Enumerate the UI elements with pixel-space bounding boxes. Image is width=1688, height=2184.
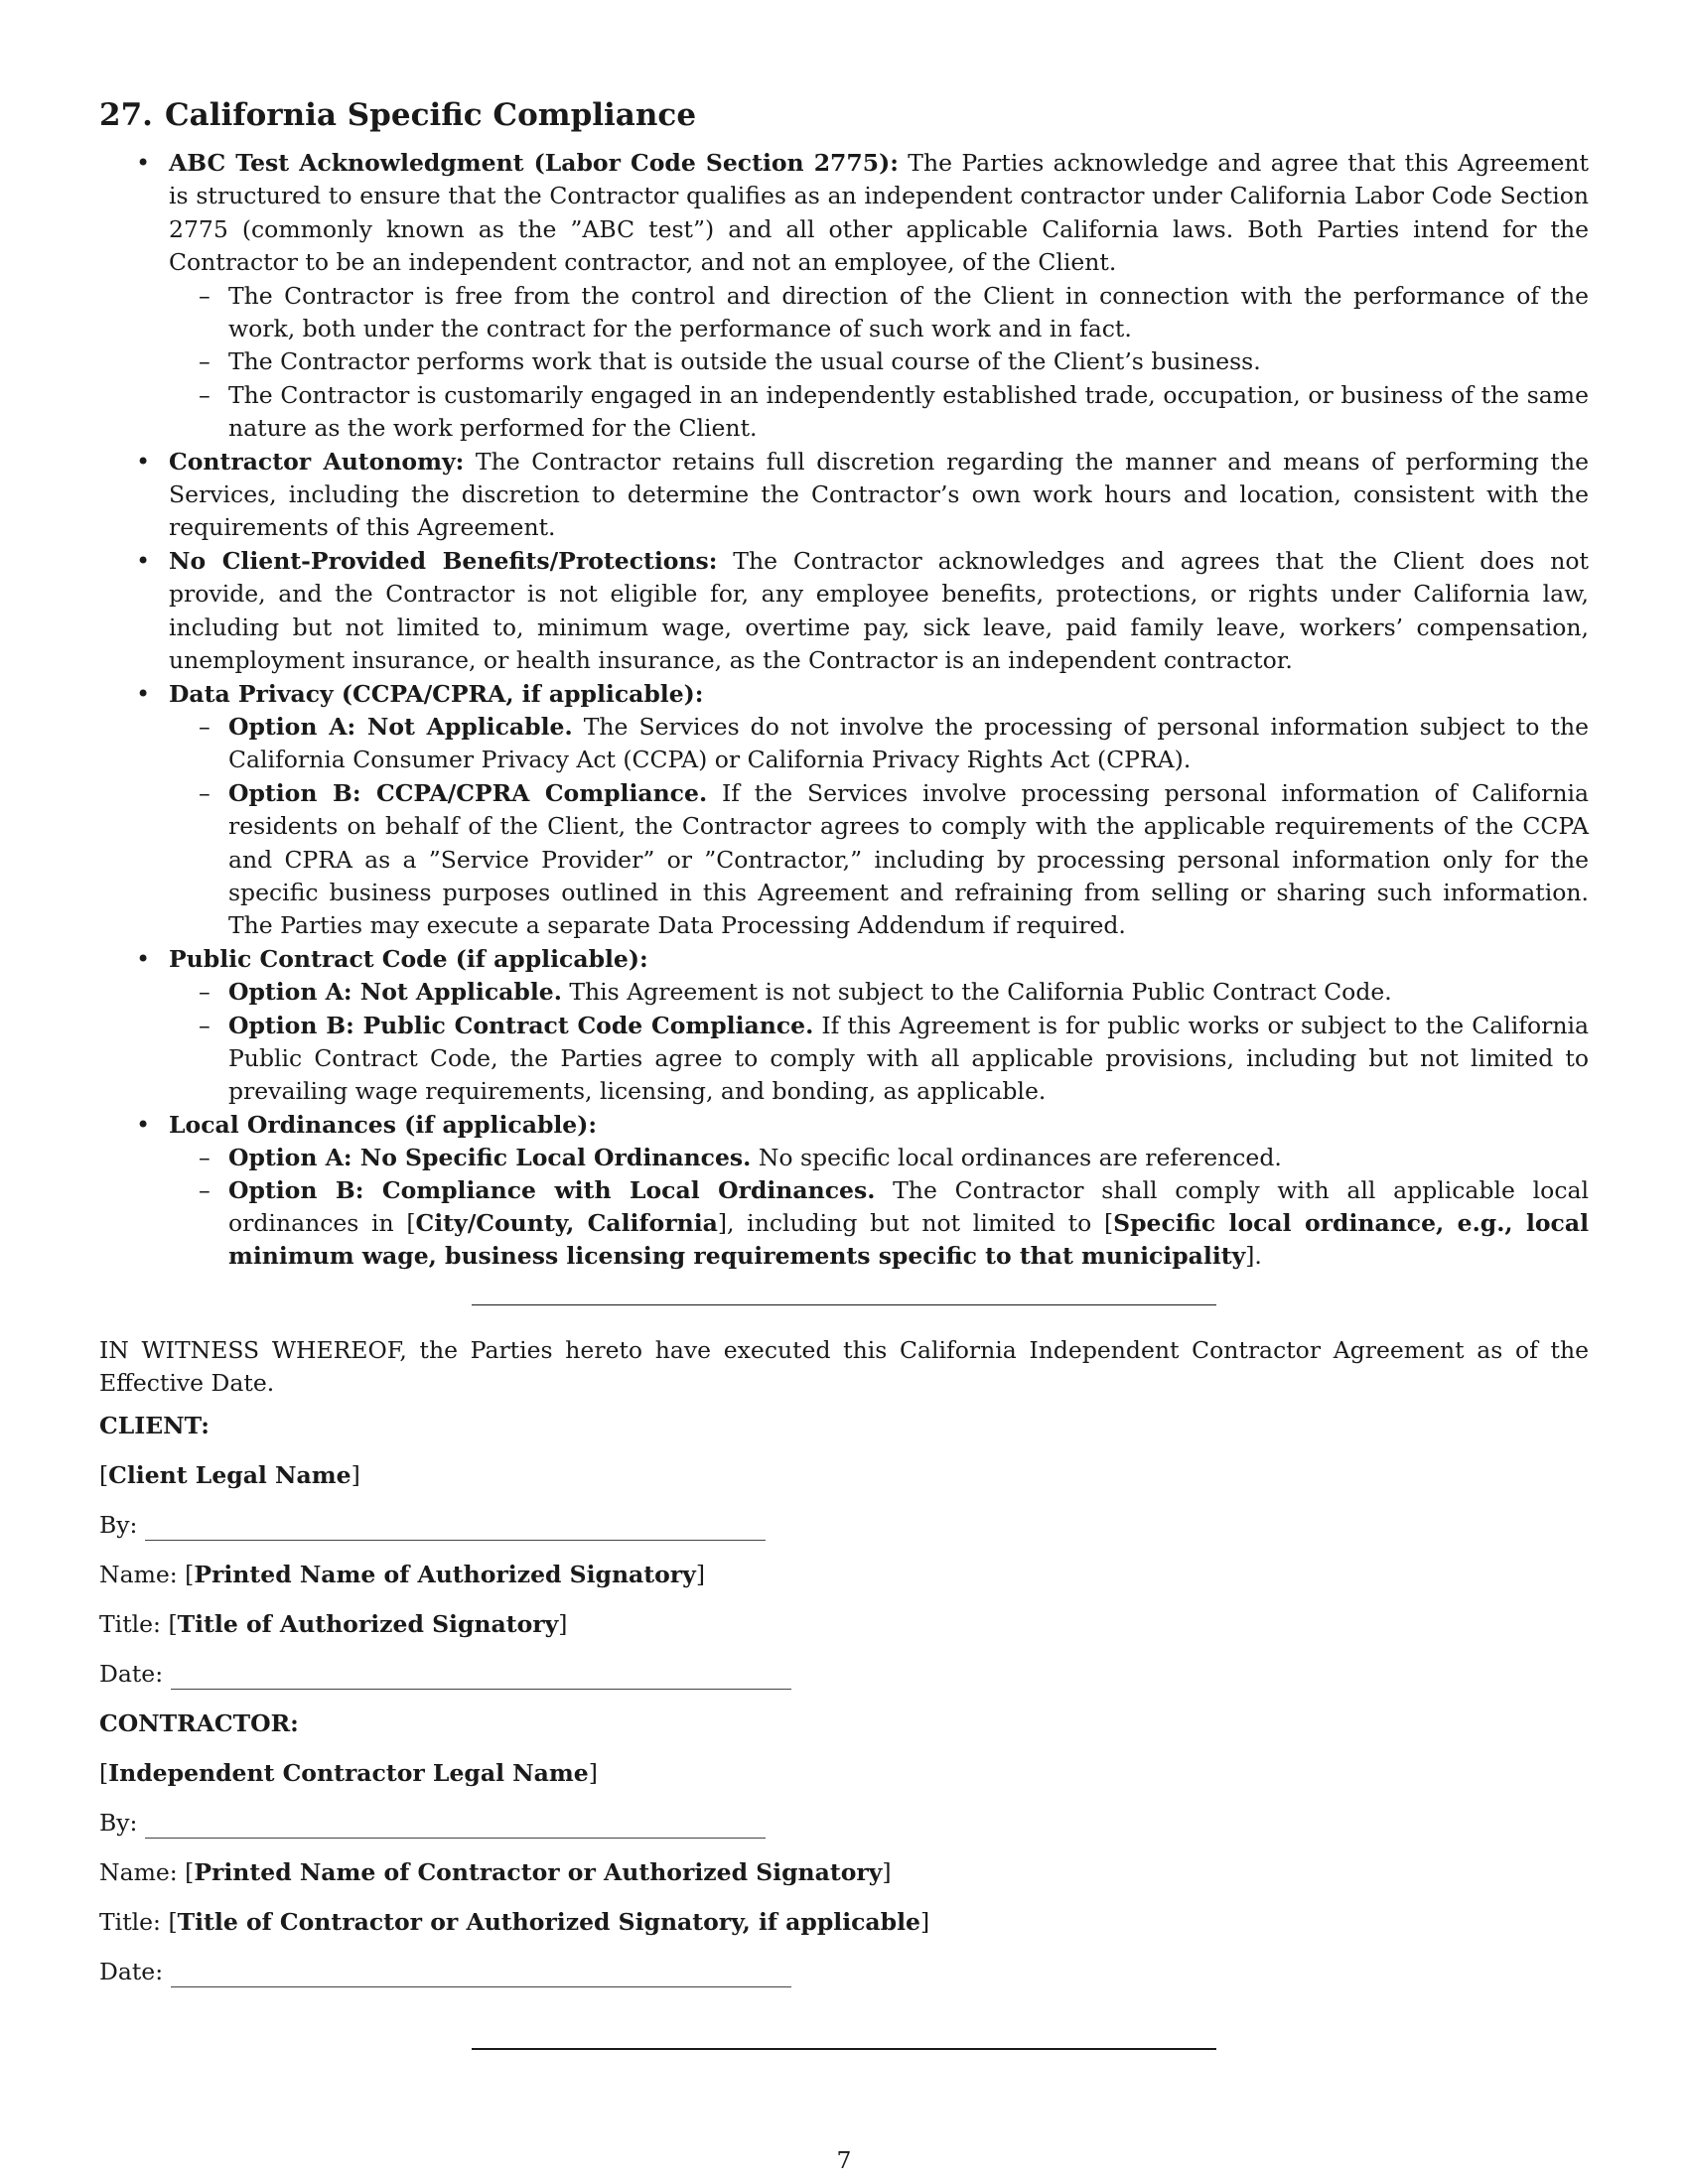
- option-label: Option A: Not Applicable.: [228, 978, 562, 1007]
- list-item: [99, 1174, 1589, 1274]
- sub-list-item: [169, 1010, 1589, 1109]
- contractor-title-line: Title: [Title of Contractor or Authorized Signatory, if applicable]: [99, 1908, 930, 1936]
- client-date-line: Date:: [99, 1658, 791, 1691]
- item-text: The Parties acknowledge and agree that this Agreement is structured to ensure that the Contractor qualifies as an independent contractor under California Labor Code Section 2775 (commonly known as the ”ABC test”) and all other applicable California laws. Both Parties intend for the Contractor to be an independent contractor, and not an employee, of the Client.: [169, 149, 1589, 277]
- sub-list-item: [169, 345, 1589, 378]
- sub-item-text: If the Services involve processing personal information of California residents on behalf of the Client, the Contractor agrees to comply with the applicable requirements of the CCPA and CPRA as a ”Service Provider” or ”Contractor,” including by processing personal information only for the specific business purposes outlined in this Agreement and refraining from selling or sharing such information. The Parties may execute a separate Data Processing Addendum if required.: [228, 778, 1589, 940]
- dash-icon: –: [199, 712, 211, 741]
- date-line[interactable]: [171, 1986, 791, 1987]
- sub-list-item: [169, 976, 1589, 1009]
- clause-text: The Contractor shall comply with all applicable local ordinances in [: [228, 1175, 1590, 1237]
- client-legal-name: [Client Legal Name]: [99, 1461, 360, 1489]
- contractor-name-line: Name: [Printed Name of Contractor or Authorized Signatory]: [99, 1858, 892, 1886]
- option-label: Option B: Public Contract Code Compliance.: [228, 1011, 814, 1039]
- sub-list-item: [169, 379, 1589, 446]
- item-label: Local Ordinances (if applicable):: [169, 1110, 598, 1139]
- bullet-icon: •: [136, 1110, 151, 1139]
- sub-item-text: This Agreement is not subject to the California Public Contract Code.: [561, 978, 1392, 1007]
- date-line[interactable]: [171, 1689, 791, 1690]
- option-label: Option B: Compliance with Local Ordinances.: [228, 1175, 876, 1204]
- divider-top: [472, 1304, 1216, 1305]
- sub-list-item: [169, 1142, 1589, 1174]
- dash-icon: –: [199, 778, 211, 807]
- item-label: Public Contract Code (if applicable):: [169, 944, 648, 973]
- client-title-line: Title: [Title of Authorized Signatory]: [99, 1610, 568, 1638]
- contractor-heading: CONTRACTOR:: [99, 1709, 299, 1737]
- sub-item-text: The Contractor is free from the control and direction of the Client in connection with the performance of the work, both under the contract for the performance of such work and in fact.: [228, 281, 1589, 343]
- list-item: [99, 943, 1589, 1109]
- page-number: 7: [836, 2146, 852, 2174]
- section-heading: [99, 95, 1589, 135]
- bullet-icon: •: [136, 447, 151, 476]
- signature-line[interactable]: [145, 1838, 766, 1839]
- contractor-date-line: Date:: [99, 1956, 791, 1988]
- sub-item-text: No specific local ordinances are referenced.: [751, 1144, 1282, 1172]
- section-title: California Specific Compliance: [164, 97, 697, 133]
- sub-list-item: [169, 777, 1589, 943]
- list-item: [99, 147, 1589, 446]
- sub-item-text: The Contractor performs work that is outside the usual course of the Client’s business.: [228, 347, 1261, 376]
- placeholder-city: City/County, California: [415, 1209, 718, 1237]
- bullet-icon: •: [136, 546, 151, 575]
- dash-icon: –: [199, 978, 211, 1007]
- item-label: ABC Test Acknowledgment (Labor Code Section 2775):: [169, 149, 899, 177]
- list-item: [99, 545, 1589, 678]
- dash-icon: –: [199, 1011, 211, 1039]
- clause-text: ].: [1245, 1242, 1262, 1271]
- dash-icon: –: [199, 281, 211, 310]
- option-label: Option A: No Specific Local Ordinances.: [228, 1144, 752, 1172]
- option-label: Option A: Not Applicable.: [228, 712, 573, 741]
- item-label: Data Privacy (CCPA/CPRA, if applicable):: [169, 679, 704, 708]
- list-item: [99, 1109, 1589, 1175]
- sub-list-item: [169, 280, 1589, 346]
- option-label: Option B: CCPA/CPRA Compliance.: [228, 778, 708, 807]
- divider-bottom: [472, 2048, 1216, 2050]
- sub-list-item: [169, 1174, 1589, 1274]
- document-page: [99, 95, 1589, 1274]
- client-name-line: Name: [Printed Name of Authorized Signatory]: [99, 1561, 706, 1588]
- dash-icon: –: [199, 1144, 211, 1172]
- compliance-list-tail: [99, 1174, 1589, 1274]
- item-text: The Contractor retains full discretion regarding the manner and means of performing the Services, including the discretion to determine the Contractor’s own work hours and location, consistent with the requirements of this Agreement.: [169, 447, 1589, 542]
- client-by-line: By:: [99, 1509, 766, 1542]
- bullet-icon: •: [136, 944, 151, 973]
- witness-statement: IN WITNESS WHEREOF, the Parties hereto have executed this California Independent Contractor Agreement as of the Effective Date.: [99, 1336, 1589, 1398]
- dash-icon: –: [199, 380, 211, 409]
- placeholder-ordinance: Specific local ordinance, e.g., local minimum wage, business licensing requirements specific to that municipality: [228, 1209, 1590, 1271]
- signature-line[interactable]: [145, 1540, 766, 1541]
- dash-icon: –: [199, 347, 211, 376]
- sub-item-text: The Services do not involve the processing of personal information subject to the California Consumer Privacy Act (CCPA) or California Privacy Rights Act (CPRA).: [228, 712, 1589, 774]
- sub-item-text: The Contractor is customarily engaged in an independently established trade, occupation, or business of the same nature as the work performed for the Client.: [228, 380, 1589, 443]
- bullet-icon: •: [136, 679, 151, 708]
- section-number: 27.: [99, 97, 153, 133]
- item-label: Contractor Autonomy:: [169, 447, 465, 476]
- dash-icon: –: [199, 1175, 211, 1204]
- list-item: [99, 678, 1589, 943]
- item-label: No Client-Provided Benefits/Protections:: [169, 546, 718, 575]
- contractor-legal-name: [Independent Contractor Legal Name]: [99, 1759, 598, 1787]
- sub-item-text: If this Agreement is for public works or subject to the California Public Contract Code, the Parties agree to comply with all applicable provisions, including but not limited to prevailing wage requirements, licensing, and bonding, as applicable.: [228, 1011, 1589, 1106]
- compliance-list: [99, 147, 1589, 1175]
- sub-list-item: [169, 711, 1589, 777]
- bullet-icon: •: [136, 149, 151, 177]
- clause-text: ], including but not limited to [: [717, 1209, 1114, 1237]
- contractor-by-line: By:: [99, 1807, 766, 1840]
- client-heading: CLIENT:: [99, 1412, 210, 1439]
- item-text: The Contractor acknowledges and agrees that the Client does not provide, and the Contractor is not eligible for, any employee benefits, protections, or rights under California law, including but not limited to, minimum wage, overtime pay, sick leave, paid family leave, workers’ compensation, unemployment insurance, or health insurance, as the Contractor is an independent contractor.: [169, 546, 1589, 675]
- list-item: [99, 446, 1589, 545]
